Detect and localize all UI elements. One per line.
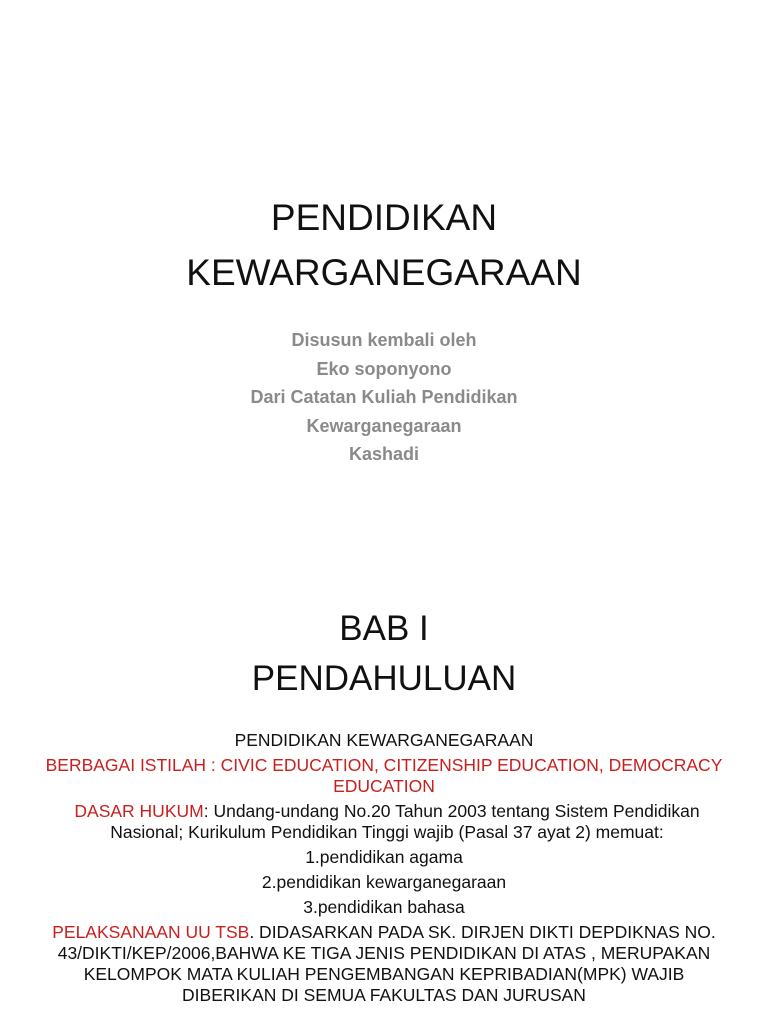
slide-2-title-line-2: PENDAHULUAN <box>251 659 517 698</box>
subtitle-line-2: Eko soponyono <box>316 358 452 379</box>
dasar-hukum-text: : Undang-undang No.20 Tahun 2003 tentang Sistem Pendidikan Nasional; Kurikulum Pendidikan Tinggi wajib (Pasal 37 ayat 2) memuat: <box>110 801 700 842</box>
list-item-3: 3.pendidikan bahasa <box>303 897 465 917</box>
slide-1-title <box>0 190 768 300</box>
slide-2-title-line-1: BAB I <box>339 609 429 648</box>
slide-1-subtitle <box>0 326 768 469</box>
slide-2-title <box>0 604 768 704</box>
slide-2 <box>0 560 768 1024</box>
pelaksanaan-label: PELAKSANAAN UU TSB <box>52 922 250 942</box>
istilah-paragraph: BERBAGAI ISTILAH : CIVIC EDUCATION, CITIZENSHIP EDUCATION, DEMOCRACY EDUCATION <box>45 755 723 796</box>
subtitle-line-4: Kewarganegaraan <box>306 415 462 436</box>
pelaksanaan-paragraph <box>40 922 728 1006</box>
slide-1-title-line-1: PENDIDIKAN <box>270 197 498 238</box>
slide-1-title-line-2: KEWARGANEGARAAN <box>186 252 582 293</box>
dasar-hukum-paragraph <box>40 801 728 843</box>
subtitle-line-1: Disusun kembali oleh <box>291 330 477 350</box>
slide-2-body <box>40 730 728 1010</box>
list-item-2: 2.pendidikan kewarganegaraan <box>261 872 507 892</box>
subtitle-line-5: Kashadi <box>348 444 420 464</box>
body-heading: PENDIDIKAN KEWARGANEGARAAN <box>234 730 534 750</box>
pelaksanaan-text: . DIDASARKAN PADA SK. DIRJEN DIKTI DEPDIKNAS NO. 43/DIKTI/KEP/2006,BAHWA KE TIGA JENIS PENDIDIKAN DI ATAS , MERUPAKAN KELOMPOK MATA KULIAH PENGEMBANGAN KEPRIBADIAN(MPK) WAJIB DIBERIKAN DI SEMUA FAKULTAS DAN JURUSAN <box>57 922 716 1005</box>
list-item-1: 1.pendidikan agama <box>305 847 463 867</box>
subtitle-line-3: Dari Catatan Kuliah Pendidikan <box>250 387 518 407</box>
dasar-hukum-label: DASAR HUKUM <box>74 801 204 821</box>
